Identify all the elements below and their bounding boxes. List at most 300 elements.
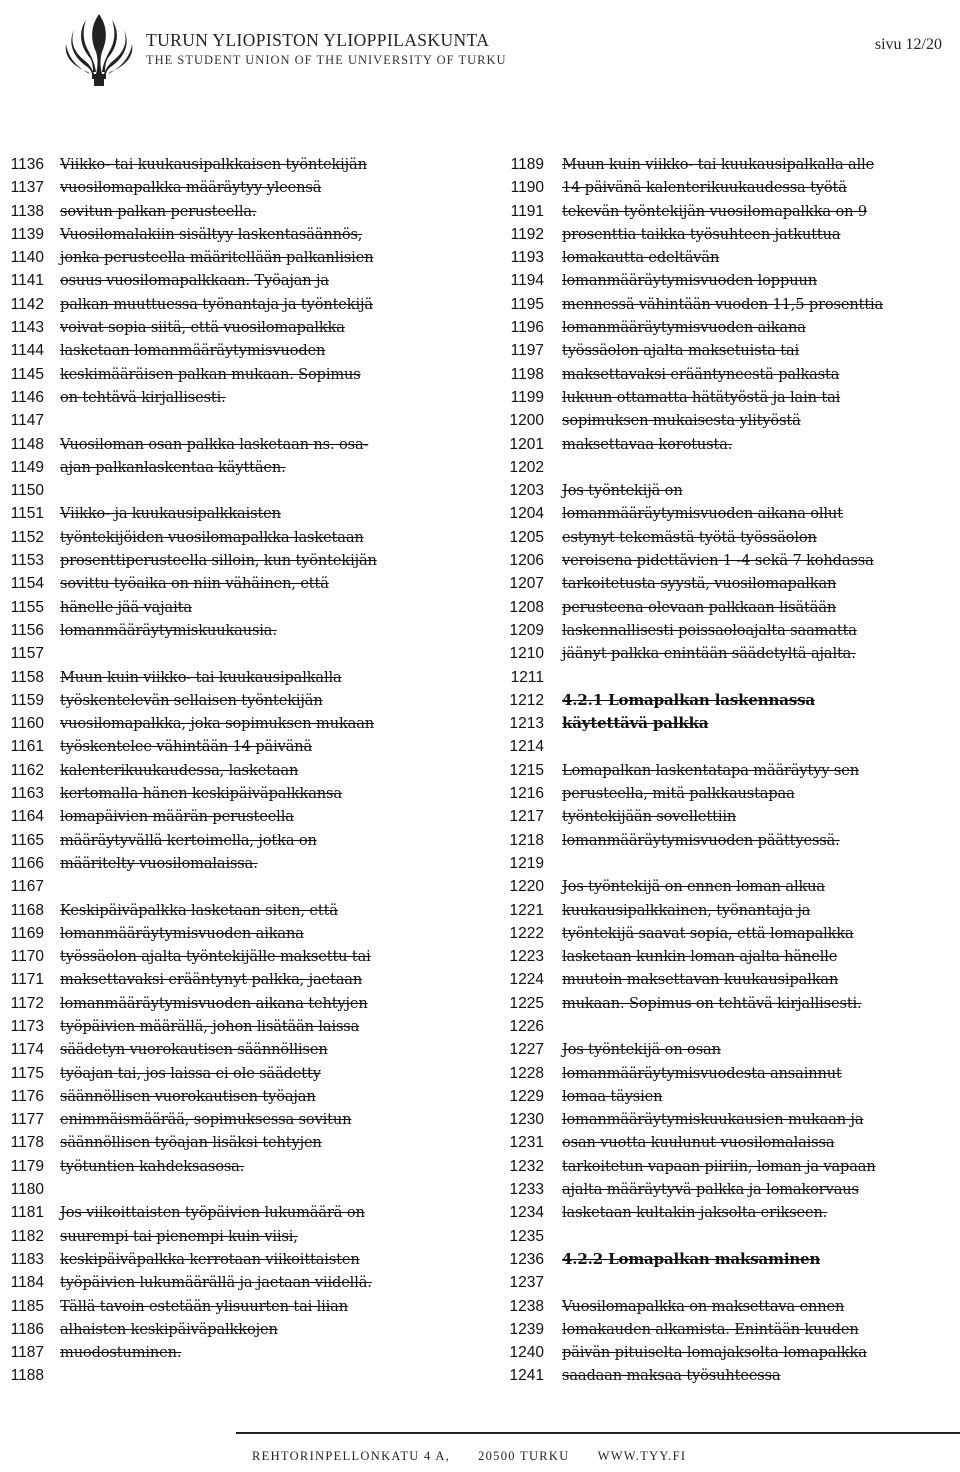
text-line xyxy=(496,269,960,292)
line-number: 1226 xyxy=(509,1017,544,1035)
line-text: kalenterikuukaudessa, lasketaan xyxy=(60,761,299,779)
text-line xyxy=(496,1178,960,1201)
line-number: 1157 xyxy=(10,645,44,663)
line-number: 1186 xyxy=(10,1320,44,1338)
line-number: 1164 xyxy=(10,808,44,826)
line-text: mennessä vähintään vuoden 11,5 prosenttia xyxy=(562,295,884,313)
line-number: 1201 xyxy=(509,435,544,453)
footer-postal: 20500 TURKU xyxy=(478,1449,570,1463)
line-text: tekevän työntekijän vuosilomapalkka on 9 xyxy=(562,202,867,220)
line-number: 1163 xyxy=(10,785,44,803)
text-line xyxy=(0,433,480,456)
text-line xyxy=(496,735,960,758)
page-indicator: sivu 12/20 xyxy=(874,36,942,53)
text-line xyxy=(496,409,960,432)
line-number: 1173 xyxy=(10,1017,44,1035)
line-number: 1136 xyxy=(10,156,44,173)
line-number: 1141 xyxy=(10,272,44,290)
text-line xyxy=(496,968,960,991)
text-line xyxy=(496,363,960,386)
line-number: 1178 xyxy=(10,1134,44,1152)
text-line xyxy=(0,689,480,712)
right-text-column xyxy=(496,153,960,1388)
text-line xyxy=(496,1131,960,1154)
text-line xyxy=(496,1108,960,1131)
line-number: 1234 xyxy=(509,1204,544,1222)
line-number: 1212 xyxy=(509,691,544,709)
text-line xyxy=(0,1248,480,1271)
text-line xyxy=(496,922,960,945)
line-number: 1240 xyxy=(509,1344,544,1362)
footer-website: WWW.TYY.FI xyxy=(597,1449,687,1463)
line-text: Jos viikoittaisten työpäivien lukumäärä on xyxy=(60,1204,365,1222)
text-line xyxy=(0,246,480,269)
line-text: lomanmääräytymisvuoden aikana ollut xyxy=(562,505,843,523)
text-line xyxy=(496,479,960,502)
line-text: kuukausipalkkainen, työnantaja ja xyxy=(562,901,811,919)
text-line xyxy=(496,1225,960,1248)
text-line xyxy=(0,409,480,432)
line-number: 1197 xyxy=(510,342,544,360)
line-text: lomanmääräytymisvuoden aikana xyxy=(60,924,304,942)
line-number: 1239 xyxy=(509,1320,544,1338)
line-text: osan vuotta kuulunut vuosilomalaissa xyxy=(562,1134,835,1152)
line-text: sovitun palkan perusteella. xyxy=(60,202,257,220)
text-line xyxy=(0,1318,480,1341)
line-text: tarkoitetun vapaan piiriin, loman ja vapaan xyxy=(562,1157,876,1175)
line-number: 1160 xyxy=(10,715,44,733)
line-text: tarkoitetusta syystä, vuosilomapalkan xyxy=(562,575,837,593)
text-line xyxy=(496,386,960,409)
text-line xyxy=(0,922,480,945)
text-line xyxy=(496,572,960,595)
line-text: Vuosilomapalkka on maksettava ennen xyxy=(562,1297,845,1315)
line-number: 1152 xyxy=(10,528,44,546)
line-text: osuus vuosilomapalkkaan. Työajan ja xyxy=(60,272,329,290)
line-text: Keskipäiväpalkka lasketaan siten, että xyxy=(60,901,338,919)
line-text: työajan tai, jos laissa ei ole säädetty xyxy=(60,1064,321,1082)
text-line xyxy=(496,782,960,805)
line-text: säädetyn vuorokautisen säännöllisen xyxy=(60,1041,328,1059)
line-text: työssäolon ajalta maksetuista tai xyxy=(562,342,800,360)
line-text: on tehtävä kirjallisesti. xyxy=(60,388,226,406)
page-footer xyxy=(252,1449,714,1464)
text-line xyxy=(496,1038,960,1061)
text-line xyxy=(0,363,480,386)
line-text: lomaa täysien xyxy=(562,1087,663,1105)
line-number: 1198 xyxy=(510,365,544,383)
line-number: 1190 xyxy=(510,179,544,197)
text-line xyxy=(496,223,960,246)
line-number: 1175 xyxy=(10,1064,44,1082)
line-text: Viikko- ja kuukausipalkkaisten xyxy=(60,505,281,523)
text-line xyxy=(496,1062,960,1085)
text-line xyxy=(496,712,960,735)
line-text: lomanmääräytymiskuukausien mukaan ja xyxy=(562,1111,864,1129)
line-number: 1223 xyxy=(509,948,544,966)
text-line xyxy=(496,433,960,456)
text-line xyxy=(496,1295,960,1318)
line-text: Vuosiloman osan palkka lasketaan ns. osa- xyxy=(60,435,369,453)
text-line xyxy=(0,1155,480,1178)
text-line xyxy=(0,968,480,991)
line-number: 1231 xyxy=(509,1134,544,1152)
line-text: lomakauden alkamista. Enintään kuuden xyxy=(562,1320,859,1338)
text-line xyxy=(0,712,480,735)
page-header xyxy=(0,0,960,110)
line-number: 1188 xyxy=(10,1367,44,1385)
line-text: perusteena olevaan palkkaan lisätään xyxy=(562,598,837,616)
line-text: työntekijään sovellettiin xyxy=(562,808,737,826)
line-number: 1142 xyxy=(10,295,44,313)
line-text: ajan palkanlaskentaa käyttäen. xyxy=(60,458,286,476)
left-text-column xyxy=(0,153,480,1388)
line-text: lasketaan lomanmääräytymisvuoden xyxy=(60,342,326,360)
line-text: jonka perusteella määritellään palkanlisien xyxy=(60,249,374,267)
line-text: jäänyt palkka enintään säädetyltä ajalta. xyxy=(562,645,856,663)
text-line xyxy=(496,689,960,712)
text-line xyxy=(0,1062,480,1085)
text-line xyxy=(0,479,480,502)
line-text: työntekijä saavat sopia, että lomapalkka xyxy=(562,924,854,942)
line-text: veroisena pidettävien 1 -4 sekä 7 kohdassa xyxy=(562,552,874,570)
line-text: Jos työntekijä on xyxy=(562,482,683,500)
line-number: 1216 xyxy=(509,785,544,803)
text-line xyxy=(496,992,960,1015)
line-text: lasketaan kultakin jaksolta erikseen. xyxy=(562,1204,828,1222)
text-line xyxy=(0,293,480,316)
text-line xyxy=(496,526,960,549)
text-line xyxy=(0,572,480,595)
line-number: 1172 xyxy=(10,994,44,1012)
line-number: 1180 xyxy=(10,1181,44,1199)
text-line xyxy=(0,176,480,199)
line-text: Vuosilomalakiin sisältyy laskentasäännös, xyxy=(60,225,363,243)
line-number: 1203 xyxy=(509,482,544,500)
text-line xyxy=(496,875,960,898)
line-text: lomanmääräytymisvuoden loppuun xyxy=(562,272,817,290)
line-number: 1161 xyxy=(10,738,44,756)
text-line xyxy=(496,1318,960,1341)
text-line xyxy=(0,339,480,362)
line-text: lomanmääräytymiskuukausia. xyxy=(60,621,277,639)
text-line xyxy=(496,829,960,852)
line-text: lomanmääräytymisvuodesta ansainnut xyxy=(562,1064,842,1082)
line-text: määritelty vuosilomalaissa. xyxy=(60,854,258,872)
line-number: 1211 xyxy=(510,668,544,686)
text-line xyxy=(0,899,480,922)
section-heading: 4.2.2 Lomapalkan maksaminen xyxy=(562,1249,821,1268)
line-number: 1171 xyxy=(10,971,44,989)
line-number: 1193 xyxy=(510,249,544,267)
line-number: 1143 xyxy=(10,319,44,337)
text-line xyxy=(0,526,480,549)
line-number: 1205 xyxy=(509,528,544,546)
line-text: lukuun ottamatta hätätyöstä ja lain tai xyxy=(562,388,841,406)
text-line xyxy=(0,759,480,782)
section-heading: 4.2.1 Lomapalkan laskennassa xyxy=(562,690,816,709)
line-number: 1174 xyxy=(10,1041,44,1059)
line-text: hänelle jää vajaita xyxy=(60,598,192,616)
text-line xyxy=(0,666,480,689)
line-number: 1214 xyxy=(509,738,544,756)
text-line xyxy=(496,293,960,316)
line-number: 1158 xyxy=(10,668,44,686)
line-number: 1155 xyxy=(10,598,44,616)
line-text: estynyt tekemästä työtä työssäolon xyxy=(562,528,817,546)
text-line xyxy=(496,1015,960,1038)
text-line xyxy=(496,759,960,782)
line-number: 1210 xyxy=(509,645,544,663)
text-line xyxy=(0,456,480,479)
line-number: 1168 xyxy=(10,901,44,919)
line-text: säännöllisen työajan lisäksi tehtyjen xyxy=(60,1134,322,1152)
text-line xyxy=(0,1131,480,1154)
line-number: 1150 xyxy=(10,482,44,500)
line-text: sovittu työaika on niin vähäinen, että xyxy=(60,575,329,593)
line-text: muodostuminen. xyxy=(60,1344,182,1362)
line-text: lomakautta edeltävän xyxy=(562,249,720,267)
text-line xyxy=(0,1364,480,1387)
line-number: 1229 xyxy=(509,1087,544,1105)
line-number: 1137 xyxy=(10,179,44,197)
line-number: 1167 xyxy=(10,878,44,896)
line-text: alhaisten keskipäiväpalkkojen xyxy=(60,1320,278,1338)
line-number: 1222 xyxy=(509,924,544,942)
line-text: maksettavaa korotusta. xyxy=(562,435,733,453)
line-number: 1183 xyxy=(10,1250,44,1268)
line-number: 1207 xyxy=(509,575,544,593)
line-number: 1185 xyxy=(10,1297,44,1315)
text-line xyxy=(496,1085,960,1108)
line-number: 1233 xyxy=(509,1181,544,1199)
text-line xyxy=(496,1271,960,1294)
torch-flame-logo-icon xyxy=(56,12,142,88)
line-number: 1187 xyxy=(10,1344,44,1362)
text-line xyxy=(0,1085,480,1108)
line-text: työpäivien määrällä, johon lisätään laissa xyxy=(60,1017,360,1035)
line-text: saadaan maksaa työsuhteessa xyxy=(562,1367,781,1385)
text-line xyxy=(496,502,960,525)
line-number: 1149 xyxy=(10,458,44,476)
line-number: 1235 xyxy=(509,1227,544,1245)
line-number: 1169 xyxy=(10,924,44,942)
text-line xyxy=(496,1248,960,1271)
text-line xyxy=(0,596,480,619)
text-line xyxy=(496,642,960,665)
line-text: muutoin maksettavan kuukausipalkan xyxy=(562,971,839,989)
text-line xyxy=(496,666,960,689)
line-text: Tällä tavoin estetään ylisuurten tai liian xyxy=(60,1297,348,1315)
line-number: 1156 xyxy=(10,621,44,639)
line-number: 1151 xyxy=(10,505,44,523)
text-line xyxy=(496,316,960,339)
line-number: 1227 xyxy=(509,1041,544,1059)
line-number: 1206 xyxy=(509,552,544,570)
line-text: Lomapalkan laskentatapa määräytyy sen xyxy=(562,761,859,779)
text-line xyxy=(0,386,480,409)
text-line xyxy=(496,945,960,968)
line-text: lomapäivien määrän perusteella xyxy=(60,808,294,826)
text-line xyxy=(0,1178,480,1201)
line-text: enimmäismäärää, sopimuksessa sovitun xyxy=(60,1111,352,1129)
footer-divider xyxy=(236,1432,960,1434)
line-number: 1236 xyxy=(509,1250,544,1268)
text-line xyxy=(0,1108,480,1131)
line-text: ajalta määräytyvä palkka ja lomakorvaus xyxy=(562,1181,859,1199)
line-text: säännöllisen vuorokautisen työajan xyxy=(60,1087,316,1105)
line-number: 1144 xyxy=(10,342,44,360)
line-number: 1159 xyxy=(10,691,44,709)
line-number: 1237 xyxy=(509,1274,544,1292)
line-text: voivat sopia siitä, että vuosilomapalkka xyxy=(60,319,345,337)
text-line xyxy=(0,269,480,292)
text-line xyxy=(0,1201,480,1224)
line-text: 14 päivänä kalenterikuukaudessa työtä xyxy=(562,179,847,197)
line-number: 1179 xyxy=(10,1157,44,1175)
line-text: lomanmääräytymisvuoden aikana xyxy=(562,319,806,337)
line-number: 1191 xyxy=(510,202,544,220)
line-number: 1215 xyxy=(509,761,544,779)
line-number: 1145 xyxy=(10,365,44,383)
line-text: vuosilomapalkka määräytyy yleensä xyxy=(60,179,322,197)
line-number: 1166 xyxy=(10,854,44,872)
text-line xyxy=(496,619,960,642)
line-text: työskentelee vähintään 14 päivänä xyxy=(60,738,313,756)
text-line xyxy=(0,852,480,875)
line-text: työtuntien kahdeksasosa. xyxy=(60,1157,245,1175)
text-line xyxy=(496,596,960,619)
footer-address: REHTORINPELLONKATU 4 A, xyxy=(252,1449,451,1463)
line-number: 1139 xyxy=(10,225,44,243)
text-line xyxy=(0,549,480,572)
line-number: 1146 xyxy=(10,388,44,406)
text-line xyxy=(496,176,960,199)
line-number: 1170 xyxy=(10,948,44,966)
text-line xyxy=(0,875,480,898)
line-number: 1192 xyxy=(510,225,544,243)
text-line xyxy=(0,735,480,758)
text-line xyxy=(496,805,960,828)
org-name-english: THE STUDENT UNION OF THE UNIVERSITY OF TURKU xyxy=(146,53,507,67)
line-text: työpäivien lukumäärällä ja jaetaan viidellä. xyxy=(60,1274,372,1292)
organization-name xyxy=(146,30,507,68)
text-line xyxy=(0,642,480,665)
line-number: 1204 xyxy=(509,505,544,523)
line-number: 1209 xyxy=(509,621,544,639)
line-text: sopimuksen mukaisesta ylityöstä xyxy=(562,412,801,430)
line-number: 1153 xyxy=(10,552,44,570)
line-number: 1194 xyxy=(510,272,544,290)
line-text: työntekijöiden vuosilomapalkka lasketaan xyxy=(60,528,364,546)
text-line xyxy=(0,1038,480,1061)
line-text: perusteella, mitä palkkaustapaa xyxy=(562,785,795,803)
line-text: laskennallisesti poissaoloajalta saamatta xyxy=(562,621,857,639)
line-number: 1177 xyxy=(10,1111,44,1129)
line-text: Jos työntekijä on ennen loman alkua xyxy=(562,878,825,896)
line-text: lomanmääräytymisvuoden aikana tehtyjen xyxy=(60,994,368,1012)
text-line xyxy=(0,1271,480,1294)
line-text: prosenttiperusteella silloin, kun työntekijän xyxy=(60,552,377,570)
line-number: 1162 xyxy=(10,761,44,779)
line-number: 1218 xyxy=(509,831,544,849)
text-line xyxy=(0,502,480,525)
text-line xyxy=(0,992,480,1015)
line-text: määräytyvällä kertoimella, jotka on xyxy=(60,831,317,849)
line-number: 1224 xyxy=(509,971,544,989)
line-number: 1219 xyxy=(509,854,544,872)
section-heading: käytettävä palkka xyxy=(562,714,709,733)
line-number: 1213 xyxy=(509,715,544,733)
text-line xyxy=(0,619,480,642)
line-text: keskipäiväpalkka kerrotaan viikoittaisten xyxy=(60,1250,360,1268)
line-text: suurempi tai pienempi kuin viisi, xyxy=(60,1227,298,1245)
line-text: keskimääräisen palkan mukaan. Sopimus xyxy=(60,365,361,383)
text-line xyxy=(0,805,480,828)
line-number: 1220 xyxy=(509,878,544,896)
line-text: lomanmääräytymisvuoden päättyessä. xyxy=(562,831,840,849)
line-text: työssäolon ajalta työntekijälle maksettu tai xyxy=(60,948,371,966)
text-line xyxy=(0,316,480,339)
line-number: 1182 xyxy=(10,1227,44,1245)
text-line xyxy=(0,945,480,968)
text-line xyxy=(0,1295,480,1318)
text-line xyxy=(496,1341,960,1364)
line-number: 1154 xyxy=(10,575,44,593)
text-line xyxy=(0,1015,480,1038)
line-text: palkan muuttuessa työnantaja ja työntekijä xyxy=(60,295,373,313)
text-line xyxy=(496,200,960,223)
line-text: työskentelevän sellaisen työntekijän xyxy=(60,691,323,709)
text-line xyxy=(496,899,960,922)
line-number: 1184 xyxy=(10,1274,44,1292)
text-line xyxy=(0,223,480,246)
text-line xyxy=(496,1364,960,1387)
line-text: maksettavaksi erääntyneestä palkasta xyxy=(562,365,840,383)
line-number: 1202 xyxy=(509,458,544,476)
line-number: 1238 xyxy=(509,1297,544,1315)
line-number: 1199 xyxy=(510,388,544,406)
text-line xyxy=(0,200,480,223)
text-line xyxy=(496,339,960,362)
org-name-finnish: TURUN YLIOPISTON YLIOPPILASKUNTA xyxy=(146,30,490,50)
line-text: lasketaan kunkin loman ajalta hänelle xyxy=(562,948,838,966)
line-number: 1208 xyxy=(509,598,544,616)
line-text: prosenttia taikka työsuhteen jatkuttua xyxy=(562,225,841,243)
line-text: Muun kuin viikko- tai kuukausipalkalla xyxy=(60,668,342,686)
line-number: 1232 xyxy=(509,1157,544,1175)
line-number: 1225 xyxy=(509,994,544,1012)
text-line xyxy=(496,1155,960,1178)
line-text: kertomalla hänen keskipäiväpalkkansa xyxy=(60,785,342,803)
line-number: 1217 xyxy=(509,808,544,826)
line-number: 1147 xyxy=(10,412,44,430)
line-text: vuosilomapalkka, joka sopimuksen mukaan xyxy=(60,715,375,733)
line-text: Jos työntekijä on osan xyxy=(562,1041,721,1059)
line-text: päivän pituiselta lomajaksolta lomapalkka xyxy=(562,1344,867,1362)
text-line xyxy=(496,852,960,875)
line-number: 1176 xyxy=(10,1087,44,1105)
text-line xyxy=(0,782,480,805)
line-text: Viikko- tai kuukausipalkkaisen työntekijän xyxy=(60,156,367,173)
line-number: 1140 xyxy=(10,249,44,267)
line-number: 1221 xyxy=(509,901,544,919)
line-number: 1138 xyxy=(10,202,44,220)
text-line xyxy=(0,1341,480,1364)
text-line xyxy=(0,153,480,176)
text-line xyxy=(496,153,960,176)
line-number: 1241 xyxy=(509,1367,544,1385)
